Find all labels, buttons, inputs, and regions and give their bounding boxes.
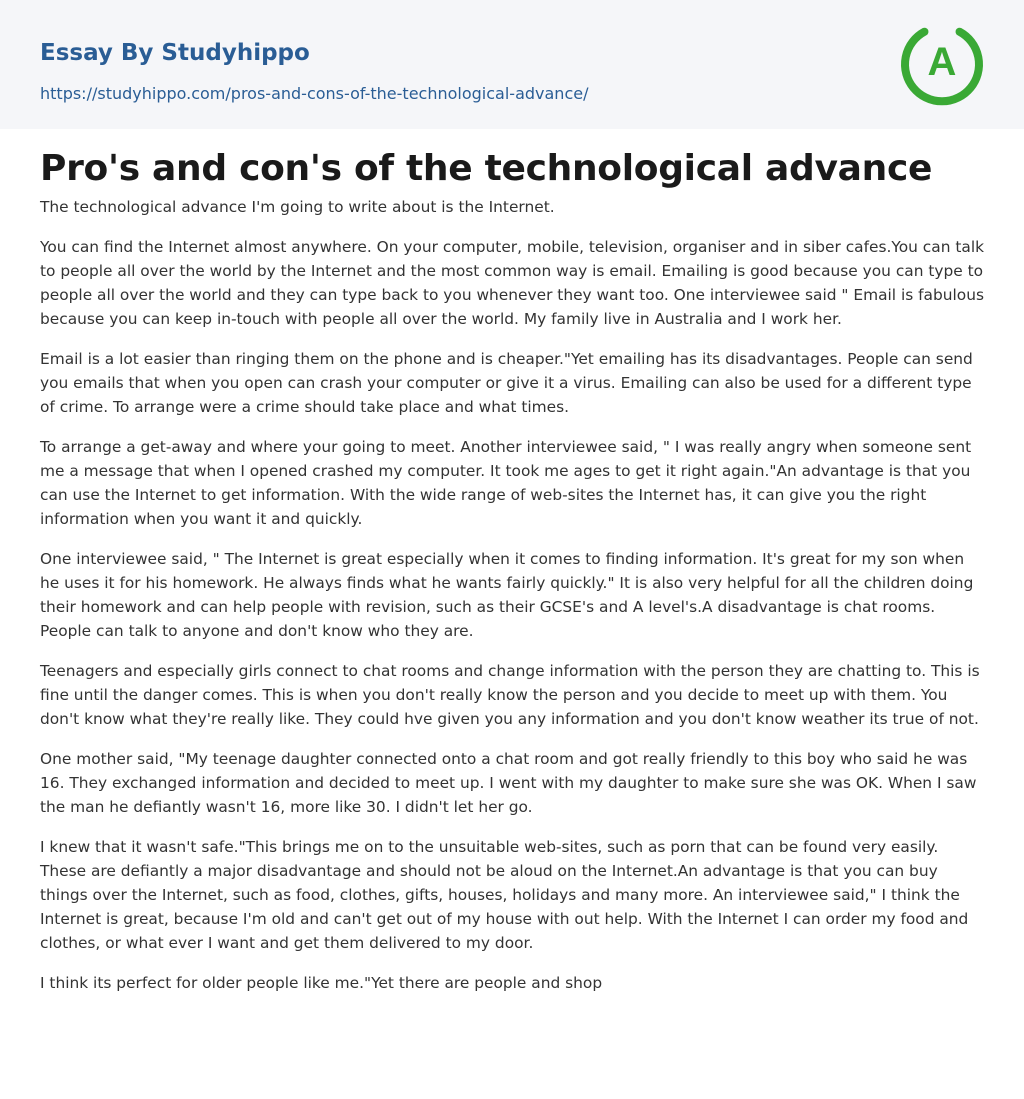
studyhippo-logo[interactable]	[899, 20, 985, 106]
site-title[interactable]: Essay By Studyhippo	[40, 40, 310, 66]
article-paragraph: You can find the Internet almost anywhere. On your computer, mobile, television, organiser and in siber cafes.You can talk to people all over the world by the Internet and the most common way is email. Emailing is good because you can type to people all over the world and they can type back to you whenever they want too. One interviewee said " Email is fabulous because you can keep in-touch with people all over the world. My family live in Australia and I work her.	[40, 238, 985, 328]
article	[0, 129, 1024, 995]
article-paragraph: One mother said, "My teenage daughter connected onto a chat room and got really friendly to this boy who said he was 16. They exchanged information and decided to meet up. I went with my daughter to make sure she was OK. When I saw the man he defiantly wasn't 16, more like 30. I didn't let her go.	[40, 750, 977, 816]
article-paragraph: To arrange a get-away and where your going to meet. Another interviewee said, " I was really angry when someone sent me a message that when I opened crashed my computer. It took me ages to get it right again."An advantage is that you can use the Internet to get information. With the wide range of web-sites the Internet has, it can give you the right information when you want it and quickly.	[40, 438, 972, 528]
article-paragraph: One interviewee said, " The Internet is great especially when it comes to finding information. It's great for my son when he uses it for his homework. He always finds what he wants fairly quickly." It is also very helpful for all the children doing their homework and can help people with revision, such as their GCSE's and A level's.A disadvantage is chat rooms. People can talk to anyone and don't know who they are.	[40, 550, 974, 640]
article-paragraph: I knew that it wasn't safe."This brings me on to the unsuitable web-sites, such as porn that can be found very easily. These are defiantly a major disadvantage and should not be aloud on the Internet.An advantage is that you can buy things over the Internet, such as food, clothes, gifts, houses, holidays and many more. An interviewee said," I think the Internet is great, because I'm old and can't get out of my house with out help. With the Internet I can order my food and clothes, or what ever I want and get them delivered to my door.	[40, 838, 969, 952]
logo-letter: A	[927, 40, 957, 84]
article-title: Pro's and con's of the technological advance	[40, 148, 933, 189]
logo-icon	[899, 20, 985, 106]
article-paragraph: Email is a lot easier than ringing them on the phone and is cheaper."Yet emailing has its disadvantages. People can send you emails that when you open can crash your computer or give it a virus. Emailing can also be used for a different type of crime. To arrange were a crime should take place and what times.	[40, 350, 973, 416]
article-url-link[interactable]: https://studyhippo.com/pros-and-cons-of-the-technological-advance/	[40, 84, 589, 103]
article-paragraph: I think its perfect for older people like me."Yet there are people and shop	[40, 974, 603, 992]
site-header	[0, 0, 1024, 129]
article-paragraph: The technological advance I'm going to write about is the Internet.	[40, 198, 555, 216]
article-paragraph: Teenagers and especially girls connect to chat rooms and change information with the person they are chatting to. This is fine until the danger comes. This is when you don't really know the person and you decide to meet up with them. You don't know what they're really like. They could hve given you any information and you don't know weather its true of not.	[40, 662, 980, 728]
